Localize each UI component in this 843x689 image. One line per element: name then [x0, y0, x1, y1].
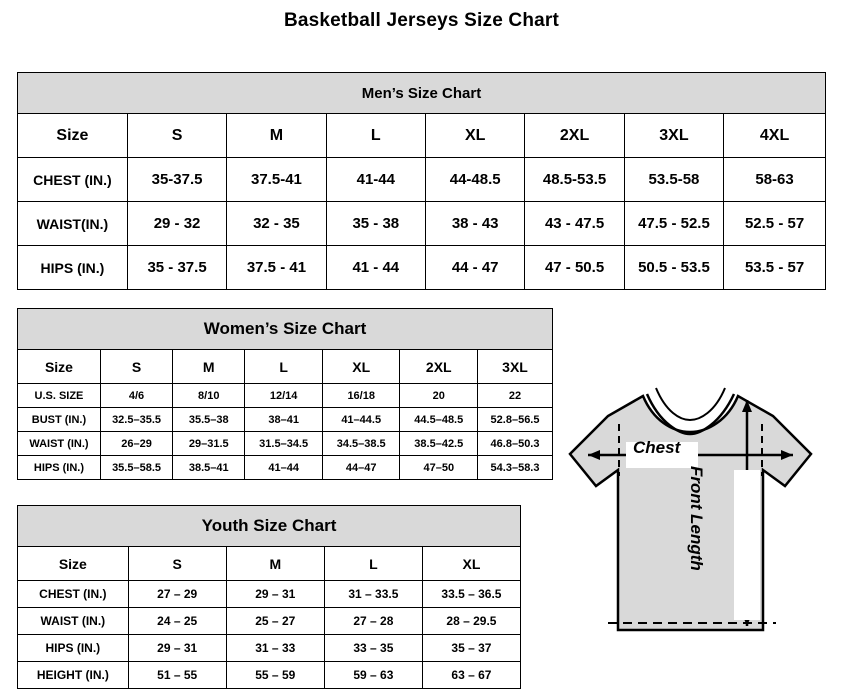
youth-size-table: [17, 505, 521, 689]
womens-size-table: [17, 308, 553, 480]
table-cell: 38–41: [245, 408, 323, 432]
mens-size-chart: [17, 72, 826, 290]
table-cell: 20: [400, 384, 478, 408]
table-cell: 59 – 63: [324, 662, 422, 689]
table-cell: 47 - 50.5: [525, 246, 624, 290]
table-cell: 27 – 29: [128, 581, 226, 608]
table-cell: 43 - 47.5: [525, 202, 624, 246]
row-label: HIPS (IN.): [18, 456, 101, 480]
row-label: CHEST (IN.): [18, 158, 128, 202]
table-cell: 44.5–48.5: [400, 408, 478, 432]
table-cell: 32 - 35: [227, 202, 326, 246]
table-header-row: [18, 547, 521, 581]
row-label: HEIGHT (IN.): [18, 662, 129, 689]
column-header: 4XL: [724, 114, 826, 158]
column-header: Size: [18, 547, 129, 581]
table-cell: 53.5-58: [624, 158, 723, 202]
front-length-label-backing: [734, 470, 760, 620]
table-cell: 37.5 - 41: [227, 246, 326, 290]
youth-chart-band: Youth Size Chart: [18, 506, 521, 547]
table-cell: 35.5–58.5: [100, 456, 172, 480]
table-cell: 58-63: [724, 158, 826, 202]
table-band-row: [18, 506, 521, 547]
table-cell: 29–31.5: [173, 432, 245, 456]
table-cell: 29 - 32: [127, 202, 226, 246]
table-cell: 33.5 – 36.5: [422, 581, 520, 608]
column-header: 3XL: [624, 114, 723, 158]
table-cell: 34.5–38.5: [322, 432, 400, 456]
table-cell: 41-44: [326, 158, 425, 202]
table-cell: 28 – 29.5: [422, 608, 520, 635]
table-row: [18, 246, 826, 290]
column-header: 3XL: [478, 350, 553, 384]
column-header: M: [173, 350, 245, 384]
table-cell: 37.5-41: [227, 158, 326, 202]
table-cell: 31 – 33: [226, 635, 324, 662]
table-row: [18, 408, 553, 432]
table-cell: 24 – 25: [128, 608, 226, 635]
table-cell: 38 - 43: [426, 202, 525, 246]
column-header: L: [245, 350, 323, 384]
row-label: U.S. SIZE: [18, 384, 101, 408]
shirt-measurement-diagram: [548, 358, 833, 678]
table-cell: 22: [478, 384, 553, 408]
table-header-row: [18, 350, 553, 384]
table-cell: 44-48.5: [426, 158, 525, 202]
table-cell: 55 – 59: [226, 662, 324, 689]
table-band-row: [18, 309, 553, 350]
column-header: 2XL: [400, 350, 478, 384]
mens-chart-band: Men’s Size Chart: [18, 73, 826, 114]
youth-size-chart: [17, 505, 521, 689]
table-cell: 50.5 - 53.5: [624, 246, 723, 290]
table-cell: 47.5 - 52.5: [624, 202, 723, 246]
table-cell: 48.5-53.5: [525, 158, 624, 202]
table-row: [18, 662, 521, 689]
table-cell: 4/6: [100, 384, 172, 408]
column-header: L: [324, 547, 422, 581]
table-row: [18, 456, 553, 480]
table-cell: 16/18: [322, 384, 400, 408]
table-cell: 8/10: [173, 384, 245, 408]
row-label: WAIST (IN.): [18, 608, 129, 635]
table-cell: 44–47: [322, 456, 400, 480]
table-cell: 32.5–35.5: [100, 408, 172, 432]
table-cell: 51 – 55: [128, 662, 226, 689]
table-row: [18, 635, 521, 662]
front-length-label: Front Length: [687, 466, 706, 571]
table-cell: 35 – 37: [422, 635, 520, 662]
table-cell: 41–44: [245, 456, 323, 480]
table-cell: 54.3–58.3: [478, 456, 553, 480]
table-cell: 29 – 31: [226, 581, 324, 608]
column-header: XL: [422, 547, 520, 581]
column-header: M: [226, 547, 324, 581]
table-cell: 38.5–41: [173, 456, 245, 480]
row-label: WAIST(IN.): [18, 202, 128, 246]
table-cell: 52.5 - 57: [724, 202, 826, 246]
table-cell: 31.5–34.5: [245, 432, 323, 456]
column-header: S: [127, 114, 226, 158]
mens-size-table: [17, 72, 826, 290]
table-cell: 41–44.5: [322, 408, 400, 432]
table-cell: 46.8–50.3: [478, 432, 553, 456]
table-cell: 44 - 47: [426, 246, 525, 290]
table-cell: 47–50: [400, 456, 478, 480]
column-header: XL: [322, 350, 400, 384]
row-label: HIPS (IN.): [18, 635, 129, 662]
table-cell: 26–29: [100, 432, 172, 456]
table-row: [18, 384, 553, 408]
table-cell: 27 – 28: [324, 608, 422, 635]
row-label: WAIST (IN.): [18, 432, 101, 456]
shirt-collar: [656, 388, 725, 420]
womens-size-chart: [17, 308, 553, 480]
table-cell: 29 – 31: [128, 635, 226, 662]
page-title: Basketball Jerseys Size Chart: [283, 10, 560, 31]
table-row: [18, 581, 521, 608]
table-cell: 52.8–56.5: [478, 408, 553, 432]
column-header: XL: [426, 114, 525, 158]
table-header-row: [18, 114, 826, 158]
column-header: Size: [18, 350, 101, 384]
row-label: HIPS (IN.): [18, 246, 128, 290]
column-header: Size: [18, 114, 128, 158]
column-header: S: [100, 350, 172, 384]
table-cell: 12/14: [245, 384, 323, 408]
column-header: S: [128, 547, 226, 581]
table-band-row: [18, 73, 826, 114]
table-row: [18, 432, 553, 456]
table-cell: 33 – 35: [324, 635, 422, 662]
row-label: BUST (IN.): [18, 408, 101, 432]
table-row: [18, 158, 826, 202]
table-cell: 41 - 44: [326, 246, 425, 290]
womens-chart-band: Women’s Size Chart: [18, 309, 553, 350]
table-cell: 25 – 27: [226, 608, 324, 635]
table-cell: 35 - 37.5: [127, 246, 226, 290]
table-cell: 35.5–38: [173, 408, 245, 432]
table-cell: 53.5 - 57: [724, 246, 826, 290]
column-header: L: [326, 114, 425, 158]
row-label: CHEST (IN.): [18, 581, 129, 608]
column-header: 2XL: [525, 114, 624, 158]
column-header: M: [227, 114, 326, 158]
table-row: [18, 608, 521, 635]
table-cell: 35 - 38: [326, 202, 425, 246]
table-cell: 38.5–42.5: [400, 432, 478, 456]
table-cell: 35-37.5: [127, 158, 226, 202]
table-cell: 31 – 33.5: [324, 581, 422, 608]
table-row: [18, 202, 826, 246]
table-cell: 63 – 67: [422, 662, 520, 689]
chest-label: Chest: [633, 438, 681, 457]
